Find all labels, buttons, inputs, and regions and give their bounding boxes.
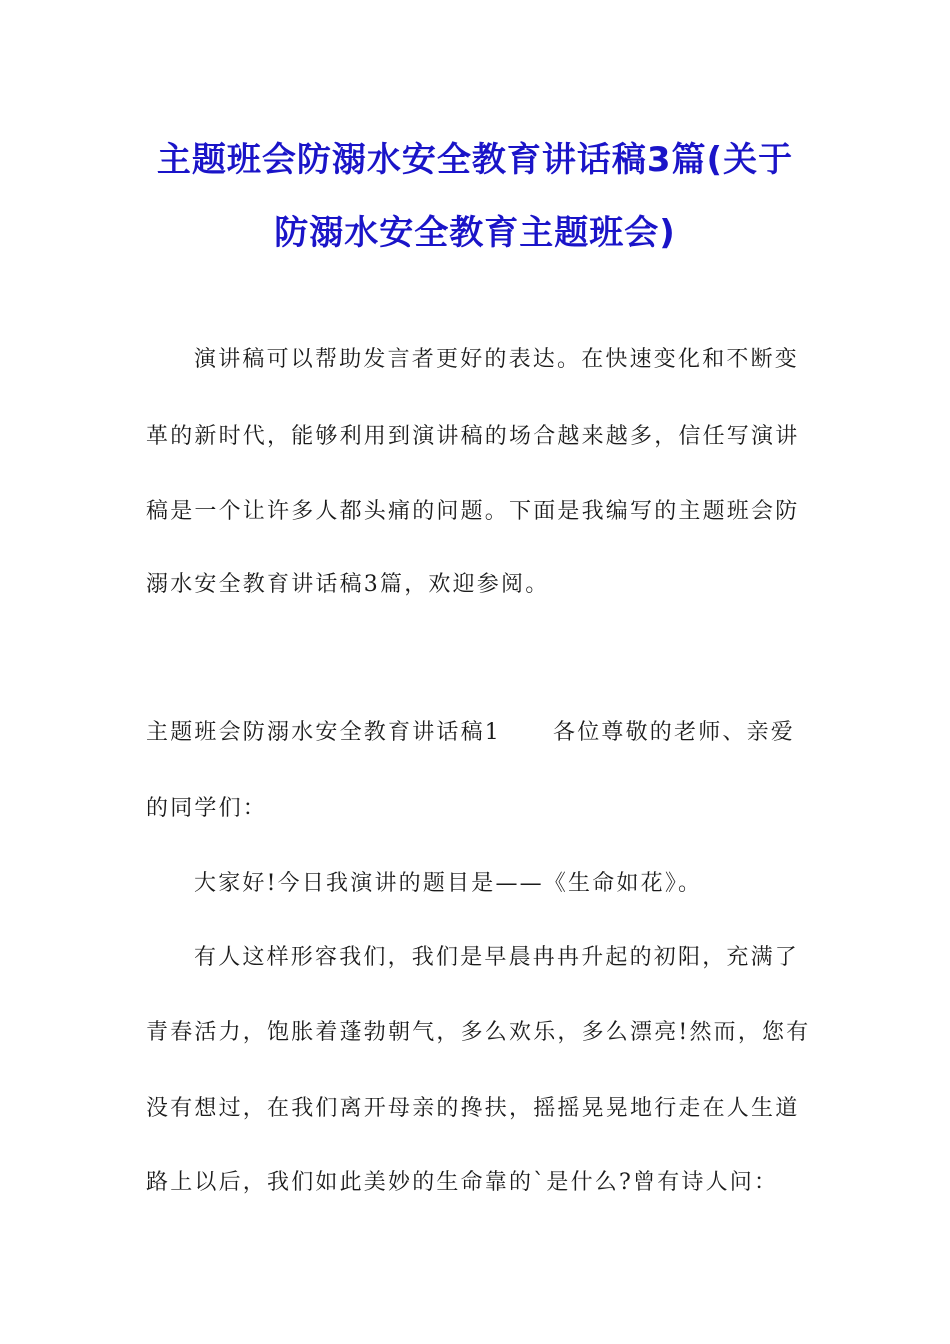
document-title-line-1: 主题班会防溺水安全教育讲话稿3篇(关于 (156, 140, 794, 180)
paragraph-2-line-3: 没有想过，在我们离开母亲的搀扶，摇摇晃晃地行走在人生道 (146, 1096, 800, 1121)
section-1-heading: 主题班会防溺水安全教育讲话稿1 (146, 720, 501, 745)
intro-line-4: 溺水安全教育讲话稿3篇，欢迎参阅。 (146, 572, 550, 597)
paragraph-2-line-2: 青春活力，饱胀着蓬勃朝气，多么欢乐，多么漂亮!然而，您有 (146, 1020, 811, 1045)
paragraph-2-line-4: 路上以后，我们如此美妙的生命靠的`是什么?曾有诗人问： (146, 1170, 779, 1195)
section-heading-line (146, 718, 806, 748)
paragraph-1: 大家好!今日我演讲的题目是——《生命如花》。 (194, 871, 703, 896)
intro-line-1: 演讲稿可以帮助发言者更好的表达。在快速变化和不断变 (194, 347, 800, 372)
intro-line-3: 稿是一个让许多人都头痛的问题。下面是我编写的主题班会防 (146, 499, 800, 524)
intro-line-2: 革的新时代，能够利用到演讲稿的场合越来越多，信任写演讲 (146, 424, 800, 449)
section-1-greeting-end: 的同学们： (146, 796, 268, 821)
section-1-greeting-start: 各位尊敬的老师、亲爱 (553, 720, 796, 745)
document-title-line-2: 防溺水安全教育主题班会) (274, 213, 676, 253)
paragraph-2-line-1: 有人这样形容我们，我们是早晨冉冉升起的初阳，充满了 (194, 945, 800, 970)
